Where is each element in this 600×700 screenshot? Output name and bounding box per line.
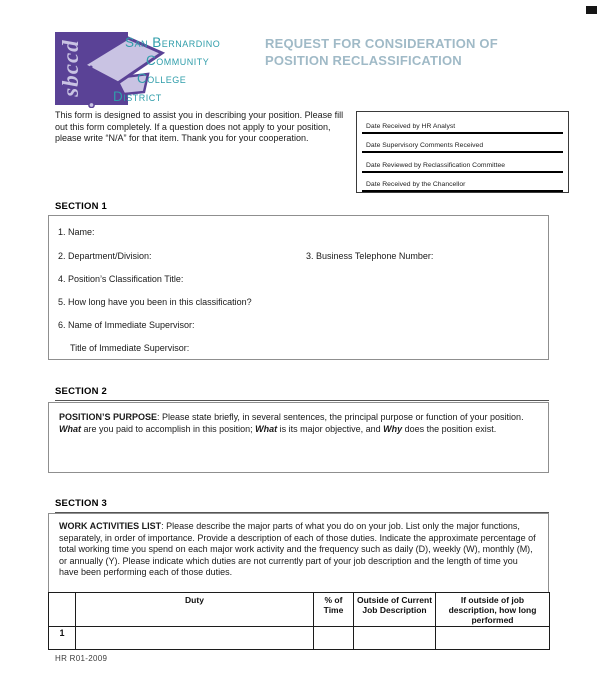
date-field-label: Date Received by HR Analyst <box>366 122 456 130</box>
section2-box[interactable] <box>48 402 549 473</box>
field-label: 2. Department/Division: <box>58 251 152 261</box>
header-outside-description: Outside of Current Job Description <box>354 593 436 627</box>
field-label: 3. Business Telephone Number: <box>306 251 434 261</box>
district-name-line: College <box>137 71 187 86</box>
cell-pct-time[interactable] <box>314 627 354 650</box>
work-activities-label: WORK ACTIVITIES LIST <box>59 521 162 531</box>
emphasis-why: Why <box>383 423 403 434</box>
field-label: 1. Name: <box>58 227 95 237</box>
logo-acronym: sbccd <box>58 39 83 97</box>
instruction-text: are you paid to accomplish in this position; <box>81 423 256 434</box>
field-time-in-classification[interactable] <box>58 297 252 307</box>
field-label: 4. Position’s Classification Title: <box>58 274 184 284</box>
section2-heading: SECTION 2 <box>55 386 549 401</box>
date-field-label: Date Reviewed by Reclassification Committee <box>366 161 506 169</box>
emphasis-what: What <box>59 423 81 434</box>
instruction-text: : Please describe the major parts of what you do on your job. List only the major functions, separately, in order of importance. Provide a description of each of those duties. Indicate the approximate percentage of total working time you spend on each major work activity and the frequency such as daily (D), weekly (W), monthly (M), or annually (Y). Please indicate which duties are not currently part of your job description and the length of time you have been performing each of those duties. <box>59 521 536 578</box>
work-activities-instructions <box>59 521 538 579</box>
header-row-number <box>49 593 76 627</box>
date-field-supervisory-comments[interactable] <box>362 134 563 154</box>
cell-row-number: 1 <box>49 627 76 650</box>
field-business-telephone[interactable] <box>306 251 433 261</box>
cell-outside-description[interactable] <box>354 627 436 650</box>
date-field-reclassification-committee[interactable] <box>362 153 563 173</box>
field-label: Title of Immediate Supervisor: <box>70 343 190 353</box>
section3-box <box>48 513 549 592</box>
work-activities-table <box>48 592 550 650</box>
instruction-text: : Please state briefly, in several sentences, the principal purpose or function of your position. <box>157 412 524 422</box>
date-field-label: Date Received by the Chancellor <box>366 181 466 188</box>
date-field-chancellor[interactable] <box>362 173 563 193</box>
section1-box <box>48 215 549 360</box>
form-revision-code: HR R01-2009 <box>55 654 108 663</box>
form-title-line1: REQUEST FOR CONSIDERATION OF <box>265 36 498 51</box>
field-label: 6. Name of Immediate Supervisor: <box>58 320 195 330</box>
cell-duty[interactable] <box>76 627 314 650</box>
instruction-text: does the position exist. <box>402 423 497 434</box>
intro-paragraph: This form is designed to assist you in describing your position. Please fill out this form completely. If a question does not apply to your position, please write “N/A” for that item. Thank you for your cooperation. <box>55 110 344 144</box>
field-department-division[interactable] <box>58 251 152 261</box>
table-row <box>49 627 550 650</box>
section3-heading: SECTION 3 <box>55 498 549 513</box>
cell-how-long-performed[interactable] <box>436 627 550 650</box>
position-purpose-instructions <box>59 412 538 435</box>
table-header-row <box>49 593 550 627</box>
header-how-long-performed: If outside of job description, how long performed <box>436 593 550 627</box>
field-supervisor-title[interactable] <box>70 343 189 353</box>
header-pct-time: % of Time <box>314 593 354 627</box>
district-name-line: Community <box>146 53 210 68</box>
district-name-line: San Bernardino <box>125 35 221 50</box>
district-name-line: District <box>113 89 162 104</box>
date-field-hr-analyst[interactable] <box>362 114 563 134</box>
emphasis-what: What <box>255 423 278 434</box>
field-classification-title[interactable] <box>58 274 183 284</box>
date-field-label: Date Supervisory Comments Received <box>366 142 484 149</box>
form-title <box>265 36 498 69</box>
form-title-line2: POSITION RECLASSIFICATION <box>265 52 462 68</box>
section1-heading: SECTION 1 <box>55 201 549 216</box>
field-name[interactable] <box>58 227 95 237</box>
date-tracking-box <box>356 111 569 193</box>
instruction-text: is its major objective, and <box>277 423 384 434</box>
field-supervisor-name[interactable] <box>58 320 195 330</box>
header-duty: Duty <box>76 593 314 627</box>
district-name <box>113 34 220 106</box>
field-label: 5. How long have you been in this classification? <box>58 297 252 307</box>
scan-corner-mark <box>586 6 597 14</box>
position-purpose-label: POSITION’S PURPOSE <box>59 412 158 422</box>
